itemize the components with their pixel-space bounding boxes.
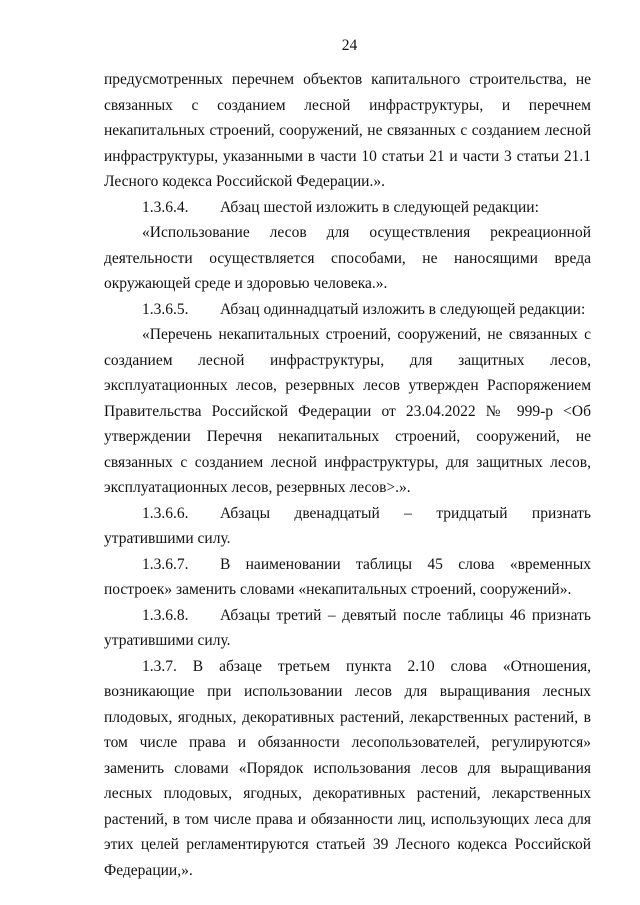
paragraph-number: 1.3.6.7.: [142, 555, 189, 573]
paragraph-1-3-6-6: [104, 501, 591, 552]
page-number: 24: [341, 37, 358, 54]
paragraph-1-3-6-7: [104, 552, 591, 603]
paragraph-1-3-6-8: [104, 603, 591, 654]
paragraph-1-3-6-4: [104, 195, 591, 221]
paragraph-text: Абзацы двенадцатый – тридцатый признать утратившими силу.: [104, 504, 591, 547]
paragraph-number: 1.3.6.6.: [142, 504, 189, 522]
paragraph-text: предусмотренных перечнем объектов капитального строительства, не связанных с созданием лесной инфраструктуры, и перечнем некапитальных строений, сооружений, не связанных с созданием лесной инфраструктуры, указанными в части 10 статьи 21 и части 3 статьи 21.1 Лесного кодекса Российской Федерации.».: [104, 71, 591, 190]
paragraph-text: Абзац одиннадцатый изложить в следующей редакции:: [220, 300, 586, 318]
paragraph-number: 1.3.6.5.: [142, 300, 189, 318]
paragraph-text: «Перечень некапитальных строений, сооружений, не связанных с созданием лесной инфраструктуры, для защитных лесов, эксплуатационных лесов, резервных лесов утвержден Распоряжением Правительства Российской Федерации от 23.04.2022 № 999-р <Об утверждении Перечня некапитальных строений, сооружений, не связанных с созданием лесной инфраструктуры, для защитных лесов, эксплуатационных лесов, резервных лесов>.».: [104, 326, 591, 496]
paragraph-quote-recreation: [104, 220, 591, 297]
paragraph-text: В наименовании таблицы 45 слова «временных построек» заменить словами «некапитальных строений, сооружений».: [104, 555, 591, 598]
paragraph-continuation: [104, 67, 591, 195]
paragraph-1-3-7: [104, 654, 591, 884]
paragraph-number: 1.3.6.4.: [142, 198, 189, 216]
paragraph-number: 1.3.6.8.: [142, 606, 189, 624]
paragraph-1-3-6-5: [104, 297, 591, 323]
paragraph-quote-list: [104, 322, 591, 501]
paragraph-text: 1.3.7. В абзаце третьем пункта 2.10 слова «Отношения, возникающие при использовании лесов для выращивания лесных плодовых, ягодных, декоративных растений, лекарственных растений, в том числе права и обязанности лесопользователей, регулируются» заменить словами «Порядок использования лесов для выращивания лесных плодовых, ягодных, декоративных растений, лекарственных растений, в том числе права и обязанности лиц, использующих леса для этих целей регламентируются статьей 39 Лесного кодекса Российской Федерации,».: [104, 657, 591, 879]
paragraph-text: Абзацы третий – девятый после таблицы 46 признать утратившими силу.: [104, 606, 591, 649]
paragraph-text: Абзац шестой изложить в следующей редакции:: [220, 198, 539, 216]
paragraph-text: «Использование лесов для осуществления рекреационной деятельности осуществляется способами, не наносящими вреда окружающей среде и здоровью человека.».: [104, 224, 591, 292]
